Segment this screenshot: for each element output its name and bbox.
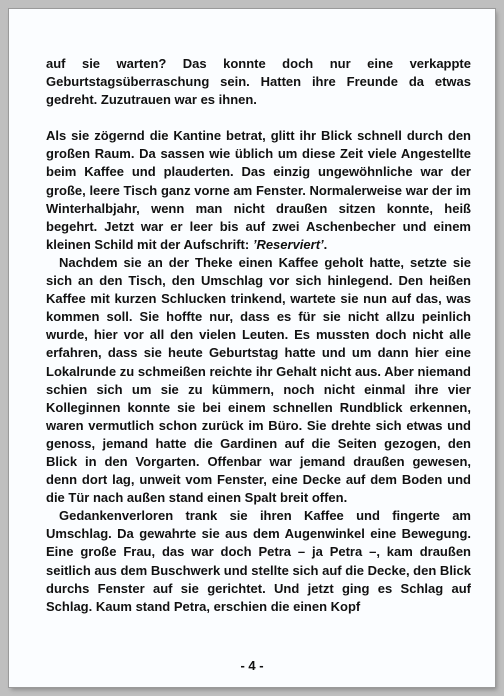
paragraph: Gedankenverloren trank sie ihren Kaffee und fingerte am Umschlag. Da gewahrte sie aus dem Augenwinkel eine Bewegung. Eine große Frau, das war doch Petra – ja Petra –, kam draußen seitlich aus dem Buschwerk und stellte sich auf die Decke, den Blick durchs Fenster auf sie gerichtet. Und jetzt ging es Schlag auf Schlag. Kaum stand Petra, erschien die einen Kopf [46, 508, 471, 614]
paragraph: auf sie warten? Das konnte doch nur eine verkappte Geburtstagsüberraschung sein. Hatten ihre Freunde da etwas gedreht. Zuzutrauen war es ihnen. [46, 56, 471, 108]
paragraph-end: . [323, 236, 328, 252]
paragraph: Nachdem sie an der Theke einen Kaffee geholt hatte, setzte sie sich an den Tisch, den Umschlag vor sich hinlegend. Den heißen Kaffee mit kurzen Schlucken trinkend, wartete sie nun auf das, was kommen soll. Sie hoffte nur, dass es für sie nicht allzu peinlich wurde, hier vor all den vielen Leuten. Es mussten doch nicht alle erfahren, dass sie heute Geburtstag hatte und um dann hier eine Lokalrunde zu schmeißen reichte ihr Gehalt nicht aus. Aber niemand schien sich um sie zu kümmern, noch nicht einmal ihre vier Kolleginnen konnte sie bei einem schnellen Rundblick erkennen, waren vermutlich schon zurück im Büro. Sie drehte sich etwas und genoss, jemand hatte die Gardinen auf die Seiten gezogen, den Blick in den Vorgarten. Offenbar war jemand draußen gewesen, denn dort lag, unweit vom Fenster, eine Decke auf dem Boden und die Tür nach außen stand einen Spalt breit offen. [46, 254, 471, 506]
page-body-text [46, 55, 471, 616]
page-number: - 4 - [240, 658, 264, 673]
paragraph-text: Als sie zögernd die Kantine betrat, glitt ihr Blick schnell durch den großen Raum. Da sassen wie üblich um diese Zeit viele Angestellte beim Kaffee und plauderten. Das einzig ungewöhnliche war der große, leere Tisch ganz vorne am Fenster. Normalerweise war der im Winterhalbjahr, wenn man nicht draußen sitzen konnte, heiß begehrt. Jetzt war er leer bis auf zwei Aschenbecher und einem kleinen Schild mit der Aufschrift: [46, 128, 471, 252]
reserved-sign-quote: ’Reserviert’ [252, 236, 324, 252]
document-page [9, 9, 495, 687]
paragraph [46, 127, 471, 254]
